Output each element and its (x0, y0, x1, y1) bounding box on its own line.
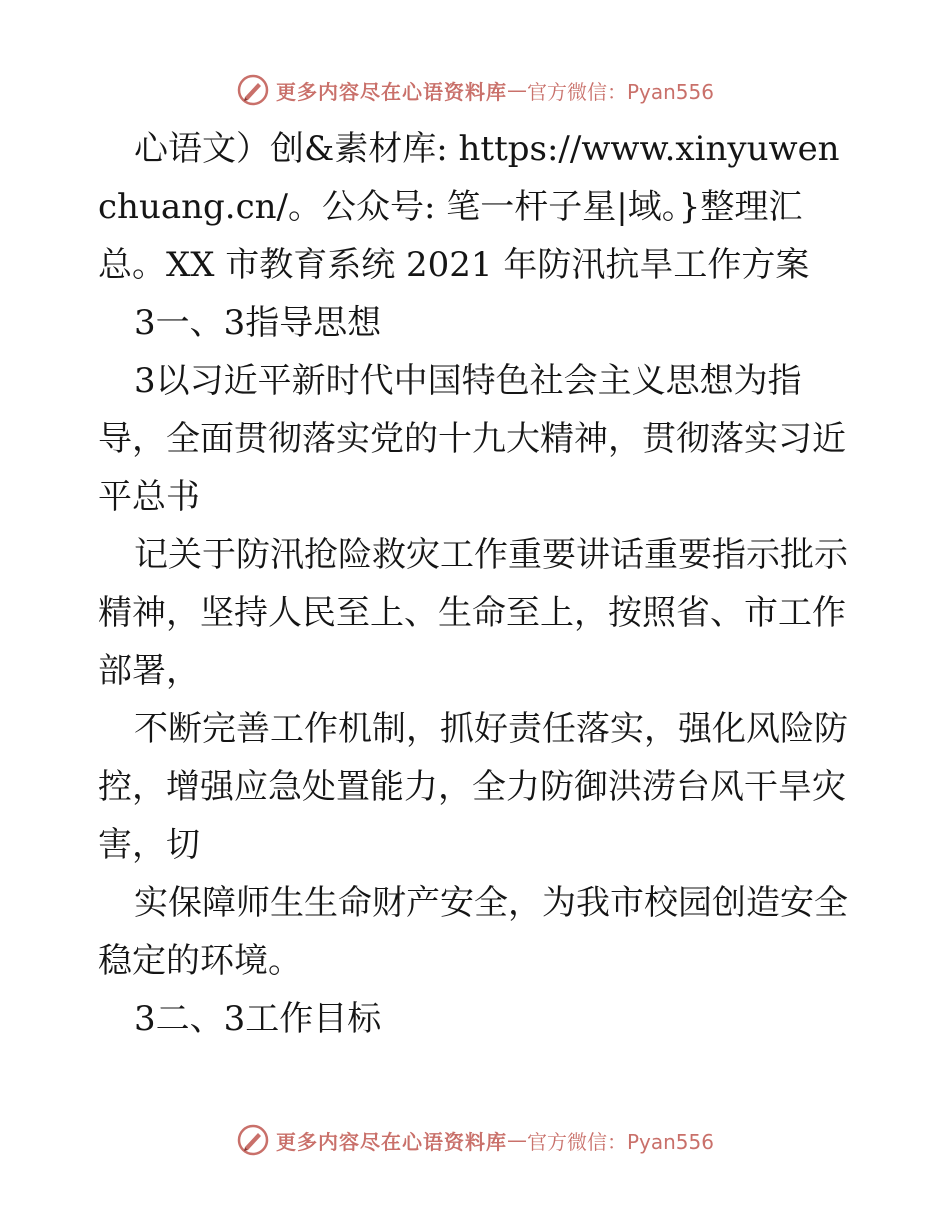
banner-title: 更多内容尽在心语资料库 (275, 79, 507, 104)
paragraph-intro: 心语文）创&素材库: https://www.xinyuwenchuang.cn/。公众号: 笔一杆子星|域。}整理汇总。XX 市教育系统 2021 年防汛抗旱工作方案 (98, 129, 840, 285)
paragraph-guiding-1: 3以习近平新时代中国特色社会主义思想为指导，全面贯彻落实党的十九大精神，贯彻落实习近平总书 (98, 361, 846, 517)
pen-logo-icon (236, 73, 270, 107)
paragraph-guiding-4: 实保障师生生命财产安全，为我市校园创造安全稳定的环境。 (98, 883, 848, 981)
banner-title: 更多内容尽在心语资料库 (275, 1129, 507, 1154)
paragraph-guiding-3: 不断完善工作机制，抓好责任落实，强化风险防控，增强应急处置能力，全力防御洪涝台风干旱灾害，切 (98, 709, 848, 865)
banner-dash: — (506, 1128, 527, 1152)
heading-guiding-thought: 3一、3指导思想 (134, 303, 382, 343)
heading-work-goals: 3二、3工作目标 (134, 999, 382, 1039)
pen-logo-icon (236, 1123, 270, 1157)
paragraph-guiding-2: 记关于防汛抢险救灾工作重要讲话重要指示批示精神，坚持人民至上、生命至上，按照省、市工作部署， (98, 535, 848, 691)
banner-contact: 官方微信：Pyan556 (526, 79, 714, 104)
document-body (98, 120, 858, 1048)
header-watermark-banner (0, 70, 950, 110)
banner-dash: — (506, 78, 527, 102)
footer-watermark-banner (0, 1120, 950, 1160)
banner-contact: 官方微信：Pyan556 (526, 1129, 714, 1154)
